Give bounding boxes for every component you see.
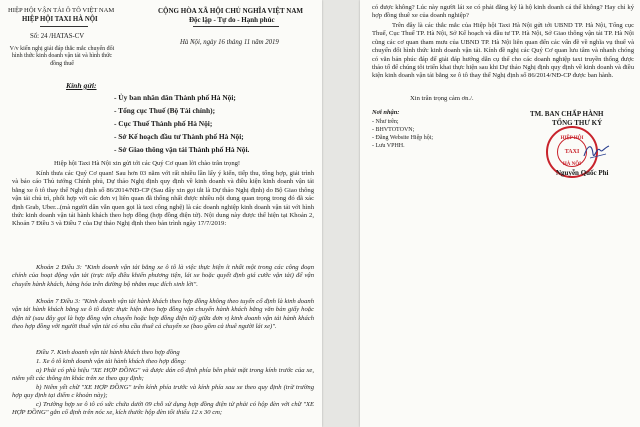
nation-line-2: Độc lập - Tự do - Hạnh phúc [189,16,275,24]
right-paragraph-main: Trên đây là các thắc mắc của Hiệp hội Taxi Hà Nội gửi tới UBND TP. Hà Nội, Tổng cục Thuế, Cục Thuế TP. Hà Nội, Sở Kế hoạch và đầu tư TP. Hà Nội, Sở Giao thông vận tải TP. Hà Nội cũng các cơ quan tham mưu của UBND TP. Hà Nội liên quan đến các vấn đề về nghĩa vụ thuế và chuyển đổi hình thức kinh doanh vận tải. Kính đề nghị các Quý Cơ quan lưu tâm và nhanh chóng có văn bản phúc đáp để giải đáp hướng dẫn cụ thể cho các doanh nghiệp taxi truyền thống được thảo tố để chúng tôi triển khai thực hiện sau khi Dự thảo Nghị định quy định về kinh doanh và điều kiện kinh doanh vận tải bằng xe ô tô thay thế Nghị định số 86/2014/NĐ-CP được ban hành. [372,22,634,80]
handwritten-signature [582,140,612,162]
quote-khoan-7: Khoản 7 Điều 3: "Kinh doanh vận tải hành khách theo hợp đồng không theo tuyến cố định là kinh doanh vận tải hành khách bằng xe ô tô được thực hiện theo hợp đồng vận chuyển hành khách bằng văn bản giấy hoặc điện tử (sau đây gọi là hợp đồng vận chuyển hoặc hợp đồng điện tử) giữa đơn vị kinh doanh vận tải hành khách theo hợp đồng với người thuê vận tải có nhu cầu thuê cả chuyến xe (bao gồm cả thuê người lái xe)". [12,298,314,331]
org-underline [40,26,88,27]
cc-item-3: - Đăng Website Hiệp hội; [372,135,434,141]
nation-line-1: CỘNG HÒA XÃ HỘI CHỦ NGHĨA VIỆT NAM [158,7,304,15]
seal-text-bottom: HÀ NỘI [562,162,582,167]
thanks-line: Xin trân trọng cảm ơn./. [410,95,474,102]
recipient-1: - Ủy ban nhân dân Thành phố Hà Nội; [114,93,236,102]
body-paragraph-1: Kính thưa các Quý Cơ quan! Sau hơn 03 năm với rất nhiều lần lấy ý kiến, tiếp thu, tổng hợp, giải trình và báo cáo Thủ tướng Chính phủ, Dự thảo Nghị định quy định về kinh doanh và điều kiện kinh doanh vận tải bằng xe ô tô thay thế Nghị định số 86/2014/NĐ-CP (Sau đây xin gọi tắt là Dự thảo Nghị định) do Bộ Giao thông vận tải chủ trì, phối hợp với các đơn vị liên quan đã thống nhất được nhiều nội dung quan trọng trong đó đã xác định Grab, Uber...(mà người dân vẫn quen gọi là taxi công nghệ) là các doanh nghiệp kinh doanh vận tải với hình thức kinh doanh vận tải hành khách theo hợp đồng (hợp đồng điện tử). Nội dung này được thể hiện tại Khoản 2, Khoản 7 Điều 3 và Điều 7 của Dự thảo Nghị định theo bản trình ngày 17/7/2019: [12,170,314,228]
recipients-label: Kính gửi: [66,81,97,90]
document-date: Hà Nội, ngày 16 tháng 11 năm 2019 [180,39,279,46]
cc-item-1: - Như trên; [372,119,399,125]
quote-dieu-7-item-c: c) Trường hợp xe ô tô có sức chứa dưới 09 chỗ sử dụng hợp đồng điện tử phải có hộp đèn với chữ "XE HỢP ĐỒNG" gắn cố định trên nóc xe, kích thước hộp đèn tối thiểu 12 x 30 cm; [12,401,314,417]
right-paragraph-top: có được không? Lúc này người lái xe có phải đăng ký là hộ kinh doanh cá thể không? Hay chỉ ký hợp đồng thuê xe của doanh nghiệp? [372,4,634,20]
quote-dieu-7-item-a: a) Phải có phù hiệu "XE HỢP ĐỒNG" và được dán cố định phía bên phải mặt trong kính trước của xe, niêm yết các thông tin khác trên xe theo quy định; [12,367,314,383]
org-line-2: HIỆP HỘI TAXI HÀ NỘI [22,16,98,23]
seal-text-mid: TAXI [564,149,580,155]
quote-dieu-7-item-1: 1. Xe ô tô kinh doanh vận tải hành khách theo hợp đồng: [36,358,187,365]
nation-underline [193,26,279,27]
recipient-3: - Cục Thuế Thành phố Hà Nội; [114,119,213,128]
signature-title-1: TM. BAN CHẤP HÀNH [530,110,604,118]
document-number: Số: 24 /HATAS-CV [30,33,85,40]
quote-khoan-2: Khoản 2 Điều 3: "Kinh doanh vận tải bằng xe ô tô là việc thực hiện ít nhất một trong các công đoạn chính của hoạt động vận tải (trực tiếp điều khiển phương tiện, lái xe hoặc quyết định giá cước vận tải) để vận chuyển hành khách, hàng hóa trên đường bộ nhằm mục đích sinh lời". [12,264,314,288]
org-line-1: HIỆP HỘI VẬN TẢI Ô TÔ VIỆT NAM [8,7,115,14]
cc-label: Nơi nhận: [372,109,400,116]
quote-dieu-7-item-b: b) Niêm yết chữ "XE HỢP ĐỒNG" trên kính phía trước và kính phía sau xe theo quy định (trừ trường hợp quy định tại điểm c khoản này); [12,384,314,400]
document-page-right [360,0,640,427]
signer-name: Nguyễn Quốc Phi [556,169,609,177]
quote-dieu-7-title: Điều 7. Kinh doanh vận tải hành khách theo hợp đồng [36,349,180,356]
recipient-4: - Sở Kế hoạch đầu tư Thành phố Hà Nội; [114,132,244,141]
greeting-line: Hiệp hội Taxi Hà Nội xin gửi tới các Quý Cơ quan lời chào trân trọng! [54,160,241,167]
document-subject: V/v kiến nghị giải đáp thắc mắc chuyển đổi hình thức kinh doanh vận tải và hình thức đồng thuế [9,46,115,67]
cc-item-4: - Lưu VPHH. [372,143,405,149]
seal-text-top: HIỆP HỘI [560,136,584,141]
recipient-2: - Tổng cục Thuế (Bộ Tài chính); [114,106,216,115]
cc-item-2: - BHVTOTOVN; [372,127,415,133]
signature-title-2: TỔNG THƯ KÝ [552,119,603,127]
recipient-5: - Sở Giao thông vận tải Thành phố Hà Nội. [114,145,250,154]
